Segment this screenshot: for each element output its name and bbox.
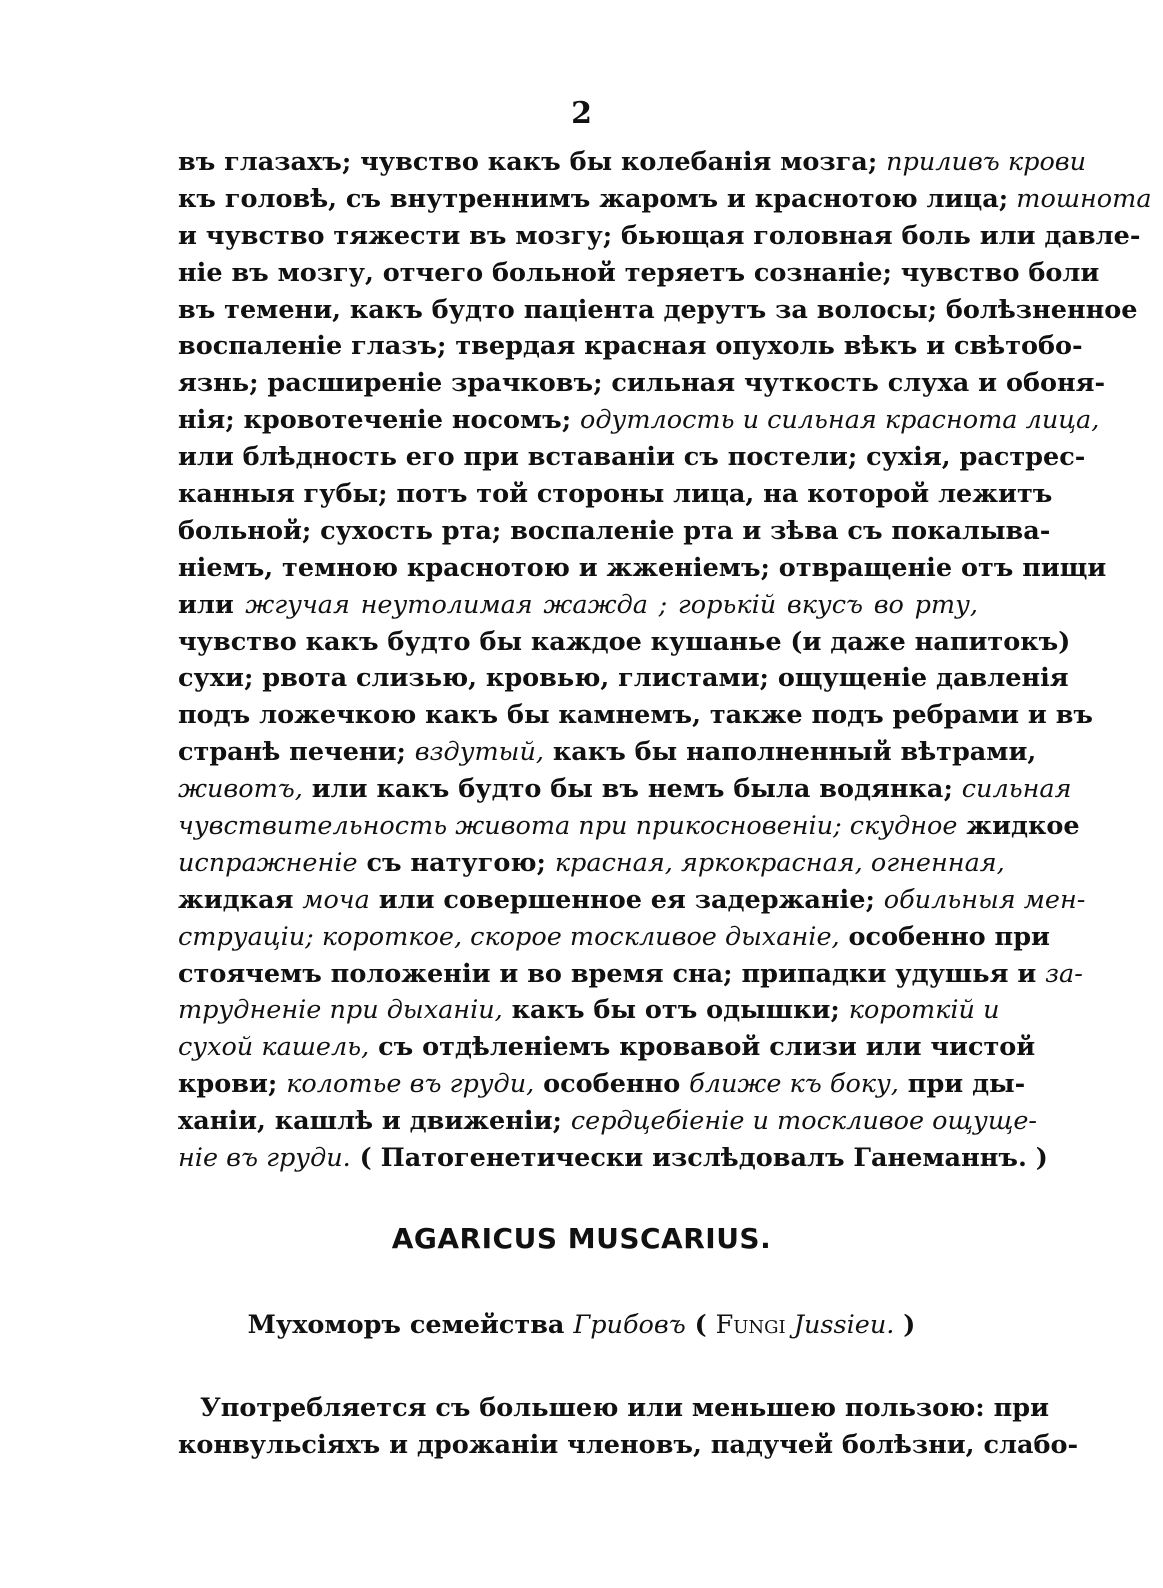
subtitle-close: ) [894, 1310, 916, 1340]
main-paragraph-line [178, 144, 1087, 181]
main-paragraph-line [178, 845, 1005, 882]
page-number: 2 [571, 96, 592, 131]
roman-text: какъ бы наполненный вѣтрами, [543, 737, 1037, 768]
italic-text: струаціи; короткое, скорое тоскливое дыханіе, [178, 921, 840, 952]
main-paragraph-line [178, 1103, 1038, 1140]
roman-text: крови; [178, 1069, 287, 1100]
italic-text: ніе въ груди. [178, 1143, 351, 1174]
main-paragraph-line [178, 476, 1053, 513]
roman-text: ханіи, кашлѣ и движеніи; [178, 1106, 571, 1137]
main-paragraph-line [178, 808, 1080, 845]
roman-text: нія; кровотеченіе носомъ; [178, 405, 581, 436]
roman-text: или какъ будто бы въ немъ была водянка; [302, 774, 962, 805]
italic-text: красная, яркокрасная, огненная, [554, 847, 1005, 878]
italic-text: одутлость и сильная краснота лица, [580, 405, 1100, 436]
main-paragraph-line [178, 882, 1086, 919]
italic-text: чувствительность живота при прикосновеніи; скудное [178, 811, 958, 842]
roman-text: какъ бы отъ одышки; [502, 995, 849, 1026]
roman-text: съ натугою; [357, 847, 555, 878]
main-paragraph-line [178, 292, 1138, 329]
roman-text: ( Патогенетически изслѣдовалъ Ганеманнъ. ) [350, 1143, 1048, 1174]
tail-paragraph [178, 1390, 1079, 1464]
italic-text: обильныя мен- [883, 884, 1086, 915]
italic-text: испражненіе [178, 847, 358, 878]
section-heading: AGARICUS MUSCARIUS. [391, 1222, 772, 1255]
roman-text: и чувство тяжести въ мозгу; бьющая головная боль или давле- [178, 220, 1141, 251]
roman-text: или блѣдность его при вставаніи съ постели; сухія, растрес- [178, 442, 1086, 473]
italic-text: сильная [961, 774, 1072, 805]
italic-text: за- [1045, 958, 1083, 989]
main-paragraph-line [178, 660, 1069, 697]
italic-text: вздутый, [414, 737, 544, 768]
italic-text: сухой кашель, [178, 1032, 370, 1063]
italic-text: короткій и [848, 995, 1000, 1026]
main-paragraph-line [178, 919, 1050, 956]
section-subtitle [0, 1310, 1163, 1340]
roman-text: канныя губы; потъ той стороны лица, на которой лежитъ [178, 479, 1053, 510]
italic-text: моча [302, 884, 370, 915]
main-paragraph-line [178, 328, 1083, 365]
main-paragraph-line [178, 218, 1141, 255]
roman-text: или [178, 589, 246, 620]
tail-paragraph-line [178, 1390, 1050, 1427]
roman-text: съ отдѣленіемъ кровавой слизи или чистой [369, 1032, 1036, 1063]
italic-text: жгучая неутолимая жажда ; горькій вкусъ во рту, [245, 589, 978, 620]
subtitle-fungi: Fungi [715, 1310, 786, 1340]
roman-text: воспаленіе глазъ; твердая красная опухоль вѣкъ и свѣтобо- [178, 331, 1083, 362]
main-paragraph-line [178, 956, 1083, 993]
main-paragraph-line [178, 734, 1037, 771]
main-paragraph-line [178, 1029, 1036, 1066]
main-paragraph-line [178, 992, 1000, 1029]
main-paragraph-line [178, 587, 978, 624]
main-paragraph-line [178, 439, 1086, 476]
roman-text: больной; сухость рта; воспаленіе рта и зѣва съ покалыва- [178, 515, 1051, 546]
roman-text: чувство какъ будто бы каждое кушанье (и даже напитокъ) [178, 626, 1071, 657]
italic-text: сердцебіеніе и тоскливое ощуще- [570, 1106, 1038, 1137]
roman-text: въ глазахъ; чувство какъ бы колебанія мозга; [178, 147, 887, 177]
roman-text: при ды- [898, 1069, 1026, 1100]
roman-text: къ головѣ, съ внутреннимъ жаромъ и краснотою лица; [178, 183, 1009, 214]
main-paragraph-line [178, 697, 1093, 734]
roman-text: язнь; расширеніе зрачковъ; сильная чуткость слуха и обоня- [178, 368, 1106, 399]
main-paragraph-line [178, 255, 1100, 292]
main-paragraph-line [178, 513, 1051, 550]
roman-text: ніе въ мозгу, отчего больной теряетъ сознаніе; чувство боли [178, 257, 1100, 288]
italic-text: ближе къ боку, [689, 1069, 899, 1100]
main-paragraph-line [178, 365, 1106, 402]
roman-text: Употребляется съ большею или меньшею пользою: при [200, 1393, 1050, 1423]
roman-text: странѣ печени; [178, 737, 415, 768]
subtitle-author: Jussieu. [785, 1310, 895, 1340]
roman-text: конвульсіяхъ и дрожаніи членовъ, падучей болѣзни, слабо- [178, 1429, 1079, 1460]
italic-text: колотье въ груди, [286, 1069, 535, 1100]
subtitle-open: ( [685, 1310, 716, 1340]
main-paragraph-line [178, 181, 1152, 218]
roman-text: или совершенное ея задержаніе; [369, 884, 884, 915]
italic-text: животъ, [178, 774, 303, 805]
roman-text: особенно при [839, 921, 1050, 952]
roman-text: жидкое [957, 811, 1080, 842]
main-paragraph-line [178, 1066, 1026, 1103]
subtitle-prefix: Мухоморъ семейства [247, 1310, 574, 1340]
roman-text: въ темени, какъ будто паціента дерутъ за волосы; болѣзненное [178, 294, 1138, 325]
subtitle-family: Грибовъ [573, 1310, 686, 1340]
roman-text: подъ ложечкою какъ бы камнемъ, также подъ ребрами и въ [178, 700, 1093, 731]
tail-paragraph-line [178, 1427, 1079, 1464]
main-paragraph-line [178, 402, 1100, 439]
roman-text: особенно [534, 1069, 690, 1100]
italic-text: трудненіе при дыханіи, [178, 995, 503, 1026]
roman-text: ніемъ, темною краснотою и жженіемъ; отвращеніе отъ пищи [178, 552, 1107, 583]
main-paragraph-line [178, 550, 1107, 587]
roman-text: сухи; рвота слизью, кровью, глистами; ощущеніе давленія [178, 663, 1069, 694]
italic-text: тошнота [1008, 183, 1152, 214]
main-paragraph-line [178, 624, 1071, 661]
roman-text: стоячемъ положеніи и во время сна; припадки удушья и [178, 958, 1046, 989]
italic-text: приливъ крови [886, 147, 1087, 177]
main-paragraph-line [178, 771, 1072, 808]
roman-text: жидкая [178, 884, 303, 915]
main-paragraph [178, 144, 1152, 1177]
main-paragraph-line [178, 1140, 1048, 1177]
